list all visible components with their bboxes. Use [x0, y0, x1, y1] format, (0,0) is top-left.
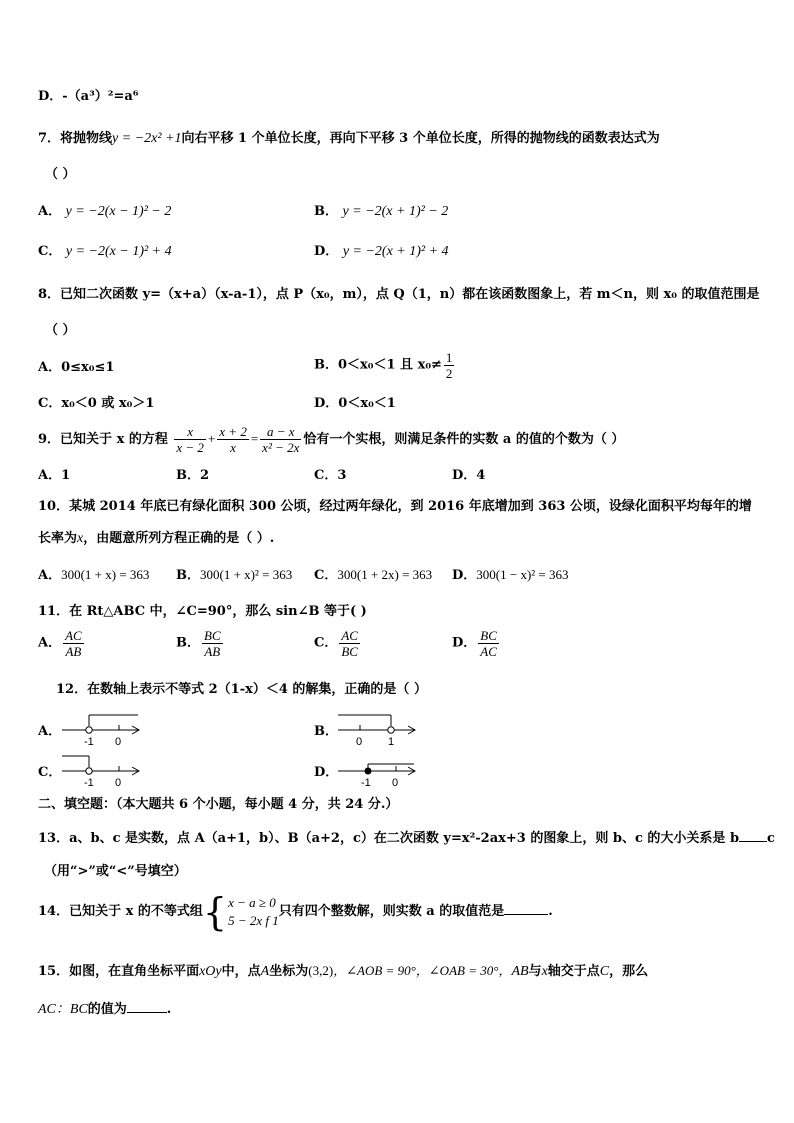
option-label: A．: [38, 204, 62, 219]
fraction: [217, 424, 249, 455]
open-circle: [86, 727, 92, 733]
option-label: D．: [452, 635, 477, 651]
fraction-numerator: x + 2: [219, 424, 247, 439]
q7-option-b: [314, 204, 448, 220]
option-label: D．: [314, 244, 339, 259]
q14-prefix: 14．已知关于 x 的不等式组: [38, 904, 203, 919]
q7-stem-b: 向右平移 1 个单位长度，再向下平移 3 个单位长度，所得的抛物线的函数表达式为: [181, 131, 660, 146]
fraction-numerator: a − x: [260, 424, 301, 440]
q10-option-c: [314, 567, 432, 584]
q10-option-a: [38, 567, 149, 584]
q9-option-b: B．2: [176, 468, 210, 483]
q15-text: 坐标为: [269, 964, 309, 979]
option-label: C．: [314, 568, 338, 583]
q8-option-a: A．0≤x₀≤1: [38, 360, 115, 375]
option-expr: 300(1 + 2x) = 363: [337, 567, 433, 582]
tick-label: 0: [392, 777, 399, 789]
q15-text: 轴交于点: [547, 964, 600, 979]
open-circle: [388, 727, 394, 733]
q11-option-c: [314, 628, 362, 659]
equals-sign: =: [250, 431, 259, 446]
fraction: [174, 424, 206, 455]
q11-option-a: [38, 628, 86, 659]
q8-option-c: C．x₀＜0 或 x₀＞1: [38, 396, 155, 411]
q10-line2: [38, 531, 274, 547]
q8-stem: 8．已知二次函数 y=（x+a）（x-a-1），点 P（x₀，m），点 Q（1，n）都在该函数图象上，若 m＜n，则 x₀ 的取值范围是: [38, 287, 760, 302]
q15-text: 与: [528, 964, 542, 979]
fraction-numerator: 1: [445, 350, 453, 365]
fraction: [478, 628, 499, 659]
option-text: B．0＜x₀＜1 且 x₀≠: [314, 357, 442, 373]
q9-option-c: C．3: [314, 468, 347, 483]
fraction: [339, 628, 360, 659]
fraction-denominator: AB: [65, 644, 82, 659]
fraction-denominator: x − 2: [176, 440, 204, 455]
q13-line2: （用“>”或“<”号填空）: [44, 864, 187, 879]
tick-label: -1: [84, 777, 94, 789]
q8-paren: （ ）: [45, 323, 76, 338]
q9-stem: [38, 422, 624, 457]
fraction-denominator: x: [230, 440, 236, 455]
tick-label: 0: [115, 736, 122, 748]
tick-label: -1: [84, 736, 94, 748]
q15-segment-ab: AB: [511, 964, 529, 979]
option-label: B．: [176, 635, 200, 651]
closed-circle: [365, 768, 371, 774]
q15-plane: xOy: [199, 964, 222, 979]
fraction-denominator: x² − 2x: [262, 440, 300, 455]
option-label: B．: [314, 204, 338, 219]
fraction-denominator: 2: [445, 366, 453, 381]
q15-point-c: C: [599, 964, 610, 979]
q7-stem-a: 7．将抛物线: [38, 131, 113, 146]
q7-function: y = −2x² +1: [112, 131, 182, 146]
q9-suffix: 恰有一个实根，则满足条件的实数 a 的值的个数为（ ）: [303, 432, 625, 447]
q12-option-b-numberline: [336, 711, 420, 749]
q15-angles: ，∠AOB = 90°，∠OAB = 30°，: [333, 963, 512, 978]
answer-blank[interactable]: [739, 829, 767, 842]
inequality-2: 5 − 2x f 1: [228, 912, 279, 928]
q14-suffix: 只有四个整数解，则实数 a 的取值范是: [278, 904, 505, 919]
q15-x-axis: x: [541, 964, 548, 979]
q13-line1-a: 13．a、b、c 是实数，点 A（a+1，b）、B（a+2，c）在二次函数 y=x²-2ax+3 的图象上，则 b、c 的大小关系是 b: [38, 831, 740, 846]
q10-line2-a: 长率为: [38, 531, 78, 546]
q10-line1: 10．某城 2014 年底已有绿化面积 300 公顷，经过两年绿化，到 2016 年底增加到 363 公顷，设绿化面积平均每年的增: [38, 499, 752, 514]
q10-option-b: [176, 567, 292, 584]
q11-option-b: [176, 628, 225, 659]
q15-text: 中，点: [221, 964, 261, 979]
option-expr: y = −2(x + 1)² − 2: [342, 204, 449, 219]
q12-option-c-numberline: [60, 752, 144, 790]
fraction: [63, 628, 84, 659]
q11-stem: 11．在 Rt△ABC 中，∠C=90°，那么 sin∠B 等于( ): [38, 604, 367, 619]
q7-option-d: [314, 244, 449, 260]
tick-label: -1: [361, 777, 371, 789]
fraction-denominator: AB: [204, 644, 221, 659]
q14-end: .: [548, 904, 553, 919]
q14-stem: [38, 889, 553, 934]
q15-line1: [38, 963, 648, 980]
tick-label: 0: [356, 736, 363, 748]
option-label: C．: [38, 244, 62, 259]
fraction-numerator: BC: [480, 628, 497, 643]
q13-line1-b: c: [767, 831, 775, 846]
q12-option-a-numberline: [60, 711, 144, 749]
option-expr: 300(1 − x)² = 363: [476, 567, 569, 582]
fraction-numerator: BC: [204, 628, 221, 643]
section-heading: 二、填空题：（本大题共 6 个小题，每小题 4 分，共 24 分.）: [38, 797, 399, 812]
fraction: [202, 628, 223, 659]
q9-option-a: A．1: [38, 468, 71, 483]
answer-blank[interactable]: [127, 1000, 167, 1013]
tick-label: 1: [388, 736, 395, 748]
option-expr: y = −2(x − 1)² − 2: [65, 204, 172, 219]
tick-label: 0: [115, 777, 122, 789]
q7-stem: [38, 131, 660, 147]
q15-text: ，那么: [609, 964, 649, 979]
brace-icon: {: [202, 889, 228, 934]
option-label: A．: [38, 568, 62, 583]
q15-end: .: [166, 1002, 172, 1017]
option-label: C．: [314, 635, 338, 651]
fraction-denominator: AC: [480, 644, 497, 659]
q12-stem: 12．在数轴上表示不等式 2（1-x）＜4 的解集，正确的是（ ）: [56, 682, 427, 697]
q15-text: 的值为: [87, 1002, 127, 1017]
fraction-numerator: AC: [65, 628, 82, 643]
option-label: D．: [452, 568, 477, 583]
q6-option-d: D．-（a³）²=a⁶: [38, 89, 139, 104]
q12-option-a-label: A．: [38, 724, 62, 739]
q12-option-b-label: B．: [314, 724, 338, 739]
q12-option-c-label: C．: [38, 765, 62, 780]
q7-option-a: [38, 204, 171, 220]
q7-option-c: [38, 244, 172, 260]
inequality-system: [228, 894, 279, 930]
q8-option-d: D．0＜x₀＜1: [314, 396, 396, 411]
option-expr: 300(1 + x)² = 363: [200, 567, 293, 582]
open-circle: [86, 768, 92, 774]
plus-sign: +: [207, 431, 216, 446]
option-expr: 300(1 + x) = 363: [61, 567, 150, 582]
q15-point-a: A: [260, 964, 270, 979]
inequality-1: x − a ≥ 0: [228, 894, 276, 910]
fraction-denominator: BC: [341, 644, 358, 659]
q11-option-d: [452, 628, 501, 659]
fraction-numerator: x: [174, 424, 206, 440]
q15-line2: [38, 1000, 171, 1018]
q9-option-d: D．4: [452, 468, 486, 483]
fraction-one-half: [444, 350, 455, 381]
option-expr: y = −2(x + 1)² + 4: [342, 244, 449, 259]
q12-option-d-label: D．: [314, 765, 339, 780]
q15-coord: (3,2): [308, 963, 334, 978]
q7-paren: （ ）: [45, 167, 76, 182]
fraction: [260, 424, 301, 455]
q13-line1: [38, 829, 775, 847]
fraction-numerator: AC: [341, 628, 358, 643]
option-label: B．: [176, 568, 200, 583]
q15-text: 15．如图，在直角坐标平面: [38, 964, 200, 979]
q10-line2-b: ，由题意所列方程正确的是（ ）.: [83, 531, 275, 546]
option-expr: y = −2(x − 1)² + 4: [65, 244, 172, 259]
q8-option-b: [314, 350, 456, 381]
answer-blank[interactable]: [504, 902, 548, 915]
q12-option-d-numberline: [336, 752, 420, 790]
q15-ratio: AC：BC: [38, 1002, 88, 1017]
option-label: A．: [38, 635, 62, 651]
variable-x: x: [77, 531, 84, 546]
q10-option-d: [452, 567, 569, 584]
q9-prefix: 9．已知关于 x 的方程: [38, 432, 168, 447]
